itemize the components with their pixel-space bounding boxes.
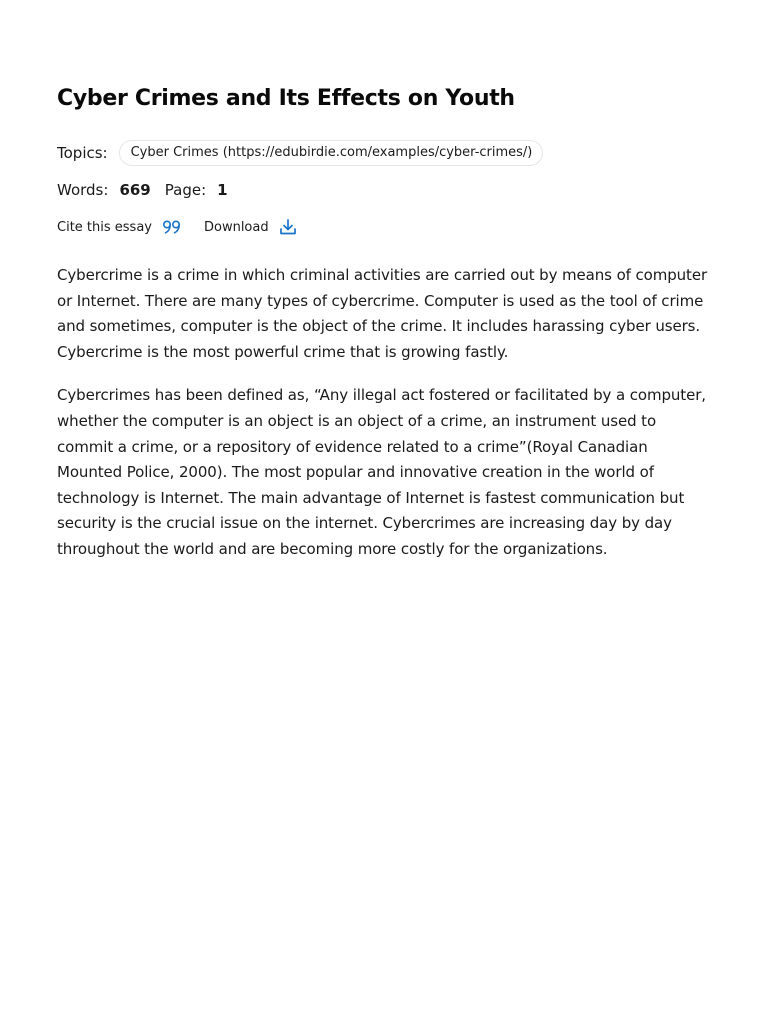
cite-essay-button[interactable] xyxy=(57,220,182,235)
essay-body xyxy=(57,263,711,581)
quote-icon xyxy=(162,220,182,234)
page-label: Page: xyxy=(164,181,207,199)
topics-label: Topics: xyxy=(57,144,108,162)
page-title: Cyber Crimes and Its Effects on Youth xyxy=(57,86,515,111)
words-count: 669 xyxy=(119,181,151,199)
essay-paragraph: Cybercrimes has been defined as, “Any illegal act fostered or facilitated by a computer, whether the computer is an object is an object of a crime, an instrument used to commit a crime, or a repository of evidence related to a crime”(Royal Canadian Mounted Police, 2000). The most popular and innovative creation in the world of technology is Internet. The main advantage of Internet is fastest communication but security is the crucial issue on the internet. Cybercrimes are increasing day by day throughout the world and are becoming more costly for the organizations. xyxy=(57,386,706,558)
download-button[interactable] xyxy=(204,218,297,236)
essay-actions xyxy=(57,218,297,236)
words-label: Words: xyxy=(57,181,109,199)
topic-chip-cyber-crimes[interactable]: Cyber Crimes (https://edubirdie.com/examples/cyber-crimes/) xyxy=(119,140,544,166)
cite-essay-label: Cite this essay xyxy=(57,219,152,235)
essay-paragraph: Cybercrime is a crime in which criminal activities are carried out by means of computer or Internet. There are many types of cybercrime. Computer is used as the tool of crime and sometimes, computer is the object of the crime. It includes harassing cyber users. Cybercrime is the most powerful crime that is growing fastly. xyxy=(57,266,708,361)
essay-meta xyxy=(57,181,242,199)
download-label: Download xyxy=(203,219,269,235)
topics-row xyxy=(57,140,543,166)
download-icon xyxy=(279,218,297,236)
page-count: 1 xyxy=(217,181,228,199)
